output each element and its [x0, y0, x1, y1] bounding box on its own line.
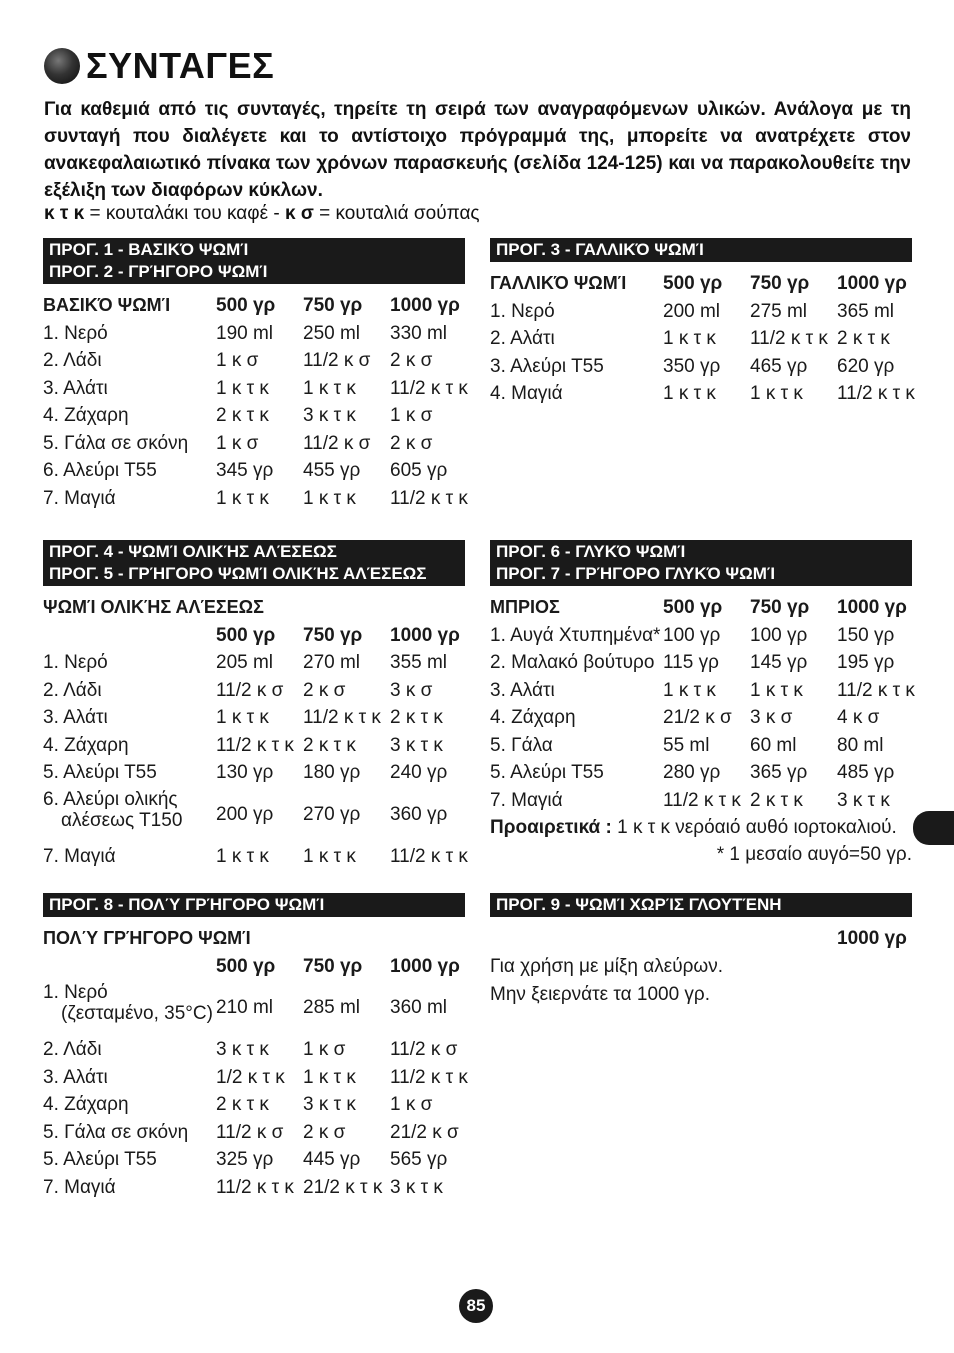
amount-500: 325 γρ — [216, 1149, 274, 1170]
table-header-row — [490, 594, 912, 622]
amount-750: 60 ml — [750, 734, 797, 756]
ingredient-name: 5. Γάλα — [490, 734, 553, 756]
ingredient-name: 5. Αλεύρι Τ55 — [490, 762, 604, 783]
amount-500: 1/2 κ τ κ — [216, 1066, 285, 1088]
amount-500: 11/2 κ σ — [216, 1121, 284, 1143]
ingredient-line: 6. Αλεύρι ολικής — [43, 788, 178, 810]
amount-500: 1 κ τ κ — [216, 845, 269, 867]
ks-abbr: κ σ — [284, 203, 314, 224]
amount-500: 280 γρ — [663, 762, 721, 783]
amount-500: 345 γρ — [216, 460, 274, 481]
ingredient-name: 2. Λάδι — [43, 679, 102, 701]
amount-1000: 565 γρ — [390, 1149, 448, 1170]
amount-750: 1 κ τ κ — [750, 383, 803, 404]
ingredient-name: 1. Νερό — [43, 322, 108, 344]
amount-500: 55 ml — [663, 734, 710, 756]
section-header — [43, 893, 465, 917]
section-header — [490, 893, 912, 917]
table-row — [43, 375, 468, 403]
ingredient-name: 7. Μαγιά — [43, 487, 116, 509]
amount-1000: 485 γρ — [837, 762, 895, 783]
ingredient-name: 5. Αλεύρι Τ55 — [43, 1149, 157, 1170]
header-line: ΠΡΟΓ. 5 - ΓΡΉΓΟΡΟ ΨΩΜΊ ΟΛΙΚΉΣ ΑΛΈΣΕΩΣ — [49, 564, 427, 583]
amount-1000: 80 ml — [837, 734, 884, 756]
table-header-row — [43, 292, 465, 320]
ingredient-name: 3. Αλεύρι Τ55 — [490, 355, 604, 377]
table-row — [43, 1119, 465, 1147]
amount-1000: 355 ml — [390, 652, 448, 673]
amount-500: 11/2 κ τ κ — [663, 789, 741, 811]
amount-1000: 3 κ σ — [390, 679, 433, 701]
table-row — [490, 704, 912, 732]
table-row — [43, 402, 465, 430]
ingredient-name: 2. Αλάτι — [490, 328, 555, 349]
ingredient-name: 2. Λάδι — [43, 1039, 102, 1060]
amount-1000: 3 κ τ κ — [390, 734, 443, 756]
table-row — [490, 649, 912, 677]
intro-paragraph: Για καθεμιά από τις συνταγές, τηρείτε τη σειρά των αναγραφόμενων υλικών. Ανάλογα με τη συνταγή που διαλέγετε και το αντίστοιχο πρόγραμμά της, μπορείτε να ανατρέχετε στον ανακεφαλαιωτικό πίνακα των χρόνων παρασκευής (σελίδα 124-125) και να παρακολουθείτε την εξέλιξη των διαφόρων κύκλων. — [44, 99, 911, 201]
page-title: ΣΥΝΤΑΓΕΣ — [86, 45, 275, 86]
table-row — [43, 787, 465, 843]
table-row — [490, 732, 912, 760]
amount-750: 1 κ τ κ — [303, 487, 356, 509]
amount-500: 200 ml — [663, 300, 721, 322]
amount-750: 465 γρ — [750, 355, 808, 377]
amount-1000: 2 κ σ — [390, 350, 433, 371]
section-header — [43, 238, 465, 284]
recipe-name: ΜΠΡΙΟΣ — [490, 597, 560, 617]
amount-1000: 2 κ τ κ — [837, 328, 890, 349]
ingredient-name: 4. Ζάχαρη — [43, 1094, 129, 1115]
amount-1000: 1 κ σ — [390, 405, 433, 426]
recipe-panel-glutenfree — [490, 893, 912, 1009]
col-500: 500 γρ — [216, 955, 276, 977]
amount-750: 2 κ σ — [303, 679, 346, 701]
amount-500: 1 κ τ κ — [663, 328, 716, 349]
recipe-panel-french — [490, 238, 915, 408]
header-line: ΠΡΟΓ. 9 - ΨΩΜΊ ΧΩΡΊΣ ΓΛΟΥΤΈΝΗ — [496, 895, 782, 914]
col-1000: 1000 γρ — [837, 928, 907, 949]
table-header-row — [43, 622, 465, 650]
amount-750: 1 κ τ κ — [750, 679, 803, 701]
amount-750: 2 κ τ κ — [750, 789, 803, 811]
amount-500: 1 κ σ — [216, 432, 259, 454]
amount-750: 455 γρ — [303, 460, 361, 481]
col-500: 500 γρ — [663, 597, 723, 618]
ingredient-name: 6. Αλεύρι Τ55 — [43, 460, 157, 481]
header-line: ΠΡΟΓ. 7 - ΓΡΉΓΟΡΟ ΓΛΥΚΌ ΨΩΜΊ — [496, 564, 775, 583]
chapter-tab — [913, 811, 954, 845]
table-row — [43, 732, 465, 760]
recipe-name: ΒΑΣΙΚΌ ΨΩΜΊ — [43, 295, 171, 315]
amount-500: 350 γρ — [663, 355, 721, 377]
footnote: * 1 μεσαίο αυγό=50 γρ. — [716, 844, 912, 865]
table-row — [43, 980, 465, 1036]
ingredient-name: 3. Αλάτι — [43, 707, 108, 728]
table-row — [490, 380, 915, 408]
abbreviation-legend — [44, 203, 480, 225]
col-500: 500 γρ — [216, 295, 276, 316]
amount-500: 3 κ τ κ — [216, 1039, 269, 1060]
amount-750: 1 κ τ κ — [303, 377, 356, 399]
ingredient-name: 7. Μαγιά — [490, 789, 563, 811]
col-750: 750 γρ — [303, 955, 363, 977]
ingredient-name: 2. Μαλακό βούτυρο — [490, 652, 655, 673]
table-row — [43, 485, 468, 513]
table-row — [490, 298, 912, 326]
ingredient-name: 3. Αλάτι — [43, 1066, 108, 1088]
bullet-icon — [44, 48, 80, 84]
col-500: 500 γρ — [216, 624, 276, 646]
amount-750: 11/2 κ σ — [303, 432, 371, 454]
table-row — [43, 1091, 465, 1119]
header-line: ΠΡΟΓ. 4 - ΨΩΜΊ ΟΛΙΚΉΣ ΑΛΈΣΕΩΣ — [49, 542, 337, 561]
ingredient-name — [43, 982, 213, 1024]
amount-500: 130 γρ — [216, 762, 274, 783]
amount-750: 365 γρ — [750, 762, 808, 783]
table-row — [490, 353, 912, 381]
recipe-panel-basic — [43, 238, 468, 512]
ingredient-name: 2. Λάδι — [43, 350, 102, 371]
amount-500: 1 κ τ κ — [216, 707, 269, 728]
title-block — [44, 46, 274, 86]
ingredient-name: 4. Ζάχαρη — [43, 734, 129, 756]
table-row — [490, 759, 912, 787]
table-row — [43, 843, 468, 871]
amount-750: 21/2 κ τ κ — [303, 1176, 383, 1198]
amount-750: 3 κ σ — [750, 707, 793, 728]
glutenfree-text — [490, 953, 912, 1009]
table-row — [43, 704, 465, 732]
recipe-panel-veryfast — [43, 893, 468, 1201]
table-row — [43, 347, 465, 375]
amount-750: 1 κ σ — [303, 1039, 346, 1060]
ingredient-rows — [43, 320, 468, 513]
table-row — [43, 759, 465, 787]
col-750: 750 γρ — [303, 295, 363, 316]
col-1000: 1000 γρ — [837, 597, 907, 618]
amount-750: 2 κ σ — [303, 1121, 346, 1143]
recipe-panel-wholewheat — [43, 540, 468, 870]
ingredient-name: 5. Γάλα σε σκόνη — [43, 432, 189, 454]
amount-1000: 4 κ σ — [837, 707, 880, 728]
amount-1000: 360 γρ — [390, 803, 448, 825]
amount-500: 2 κ τ κ — [216, 405, 269, 426]
ingredient-name: 3. Αλάτι — [490, 679, 555, 701]
recipe-name: ΨΩΜΊ ΟΛΙΚΉΣ ΑΛΈΣΕΩΣ — [43, 597, 264, 617]
amount-500: 200 γρ — [216, 803, 274, 825]
section-header — [490, 238, 912, 262]
amount-750: 445 γρ — [303, 1149, 361, 1170]
ingredient-name: 4. Ζάχαρη — [490, 707, 576, 728]
header-line: ΠΡΟΓ. 3 - ΓΑΛΛΙΚΌ ΨΩΜΊ — [496, 240, 704, 259]
col-500: 500 γρ — [663, 273, 723, 294]
amount-500: 1 κ τ κ — [216, 377, 269, 399]
amount-1000: 11/2 κ τ κ — [390, 845, 468, 867]
amount-1000: 360 ml — [390, 997, 448, 1018]
table-row — [43, 457, 465, 485]
optional-note — [490, 814, 912, 841]
ingredient-line: αλέσεως Τ150 — [61, 809, 183, 831]
ingredient-name: 5. Αλεύρι Τ55 — [43, 762, 157, 783]
table-row — [490, 325, 912, 353]
section-header — [490, 540, 912, 586]
amount-750: 11/2 κ τ κ — [750, 328, 828, 349]
ingredient-name: 7. Μαγιά — [43, 1176, 116, 1198]
ktk-abbr: κ τ κ — [44, 203, 85, 224]
amount-750: 275 ml — [750, 300, 808, 322]
ingredient-name: 4. Ζάχαρη — [43, 405, 129, 426]
amount-500: 1 κ τ κ — [663, 679, 716, 701]
table-row — [43, 1036, 465, 1064]
amount-500: 11/2 κ σ — [216, 679, 284, 701]
table-row — [43, 320, 465, 348]
table-row — [43, 1064, 468, 1092]
table-row — [43, 1146, 465, 1174]
optional-label: Προαιρετικά : — [490, 817, 612, 838]
col-1000: 1000 γρ — [837, 273, 907, 294]
ingredient-rows-tail — [43, 843, 468, 871]
amount-1000: 1 κ σ — [390, 1094, 433, 1115]
amount-1000: 11/2 κ τ κ — [390, 377, 468, 399]
header-line: ΠΡΟΓ. 6 - ΓΛΥΚΌ ΨΩΜΊ — [496, 542, 686, 561]
recipe-name: ΓΑΛΛΙΚΌ ΨΩΜΊ — [490, 273, 627, 293]
amount-1000: 240 γρ — [390, 762, 448, 783]
ingredient-rows — [490, 298, 915, 408]
table-header-row — [43, 953, 465, 981]
header-line: ΠΡΟΓ. 1 - ΒΑΣΙΚΌ ΨΩΜΊ — [49, 240, 249, 259]
info-line: Μην ξειερνάτε τα 1000 γρ. — [490, 983, 711, 1005]
amount-1000: 11/2 κ τ κ — [837, 679, 915, 701]
recipe-name: ΠΟΛΎ ΓΡΉΓΟΡΟ ΨΩΜΊ — [43, 928, 251, 948]
ingredient-rows — [490, 622, 915, 815]
recipe-panel-sweet — [490, 540, 915, 868]
amount-750: 1 κ τ κ — [303, 845, 356, 867]
ingredient-rows — [43, 1036, 468, 1201]
ingredient-name: 7. Μαγιά — [43, 845, 116, 867]
page-number: 85 — [459, 1289, 493, 1323]
amount-750: 11/2 κ τ κ — [303, 707, 381, 728]
amount-750: 1 κ τ κ — [303, 1066, 356, 1088]
col-750: 750 γρ — [750, 273, 810, 294]
legend-separator: - — [268, 203, 285, 224]
amount-750: 11/2 κ σ — [303, 350, 371, 371]
ingredient-line: (ζεσταμένο, 35°C) — [61, 1003, 213, 1024]
section-header — [43, 540, 465, 586]
ktk-text: = κουταλάκι του καφέ — [89, 203, 269, 224]
ingredient-name — [43, 789, 182, 831]
amount-500: 205 ml — [216, 652, 274, 673]
amount-500: 210 ml — [216, 997, 274, 1018]
amount-1000: 150 γρ — [837, 624, 895, 646]
table-row — [43, 1174, 465, 1202]
recipe-name-row — [43, 594, 465, 622]
table-row — [490, 787, 912, 815]
amount-500: 190 ml — [216, 322, 274, 344]
col-750: 750 γρ — [750, 597, 810, 618]
amount-750: 3 κ τ κ — [303, 405, 356, 426]
amount-500: 1 κ σ — [216, 350, 259, 371]
amount-750: 250 ml — [303, 322, 361, 344]
ingredient-name: 4. Μαγιά — [490, 383, 563, 404]
table-row — [43, 430, 465, 458]
amount-500: 115 γρ — [663, 652, 719, 673]
col-1000: 1000 γρ — [390, 624, 460, 646]
amount-1000: 3 κ τ κ — [390, 1176, 443, 1198]
table-row — [490, 622, 912, 650]
ks-text: = κουταλιά σούπας — [319, 203, 480, 224]
ingredient-rows — [43, 649, 465, 787]
amount-750: 145 γρ — [750, 652, 808, 673]
col-1000: 1000 γρ — [390, 955, 460, 977]
amount-500: 11/2 κ τ κ — [216, 1176, 294, 1198]
amount-500: 1 κ τ κ — [663, 383, 716, 404]
amount-1000: 2 κ τ κ — [390, 707, 443, 728]
recipe-name-row — [43, 925, 465, 953]
table-row — [43, 677, 465, 705]
amount-1000: 11/2 κ τ κ — [390, 487, 468, 509]
optional-text: 1 κ τ κ νερόαιό αυθό ιορτοκαλιού. — [617, 817, 897, 838]
amount-1000: 195 γρ — [837, 652, 895, 673]
amount-500: 21/2 κ σ — [663, 707, 732, 728]
table-row — [43, 649, 465, 677]
ingredient-line: 1. Νερό — [43, 982, 108, 1003]
ingredient-name: 5. Γάλα σε σκόνη — [43, 1121, 189, 1143]
ingredient-name: 1. Αυγά Χτυπημένα* — [490, 624, 661, 646]
amount-750: 270 γρ — [303, 803, 361, 825]
table-header-row — [490, 925, 912, 953]
amount-1000: 330 ml — [390, 322, 448, 344]
ingredient-name: 3. Αλάτι — [43, 377, 108, 399]
amount-750: 100 γρ — [750, 624, 808, 646]
amount-1000: 11/2 κ τ κ — [390, 1066, 468, 1088]
table-row — [490, 677, 915, 705]
col-750: 750 γρ — [303, 624, 363, 646]
amount-750: 270 ml — [303, 652, 361, 673]
amount-750: 3 κ τ κ — [303, 1094, 356, 1115]
amount-500: 1 κ τ κ — [216, 487, 269, 509]
amount-500: 11/2 κ τ κ — [216, 734, 294, 756]
table-header-row — [490, 270, 912, 298]
header-line: ΠΡΟΓ. 2 - ΓΡΉΓΟΡΟ ΨΩΜΊ — [49, 262, 268, 281]
amount-500: 100 γρ — [663, 624, 721, 646]
amount-1000: 365 ml — [837, 300, 895, 322]
amount-1000: 11/2 κ σ — [390, 1039, 458, 1060]
amount-1000: 2 κ σ — [390, 432, 433, 454]
amount-750: 285 ml — [303, 997, 361, 1018]
amount-750: 2 κ τ κ — [303, 734, 356, 756]
amount-1000: 605 γρ — [390, 460, 448, 481]
ingredient-name: 1. Νερό — [490, 300, 555, 322]
amount-1000: 3 κ τ κ — [837, 789, 890, 811]
amount-1000: 21/2 κ σ — [390, 1121, 459, 1143]
amount-750: 180 γρ — [303, 762, 361, 783]
info-line: Για χρήση με μίξη αλεύρων. — [490, 955, 724, 977]
ingredient-name: 1. Νερό — [43, 652, 108, 673]
amount-1000: 620 γρ — [837, 355, 895, 377]
amount-1000: 11/2 κ τ κ — [837, 383, 915, 404]
amount-500: 2 κ τ κ — [216, 1094, 269, 1115]
header-line: ΠΡΟΓ. 8 - ΠΟΛΎ ΓΡΉΓΟΡΟ ΨΩΜΊ — [49, 895, 325, 914]
col-1000: 1000 γρ — [390, 295, 460, 316]
